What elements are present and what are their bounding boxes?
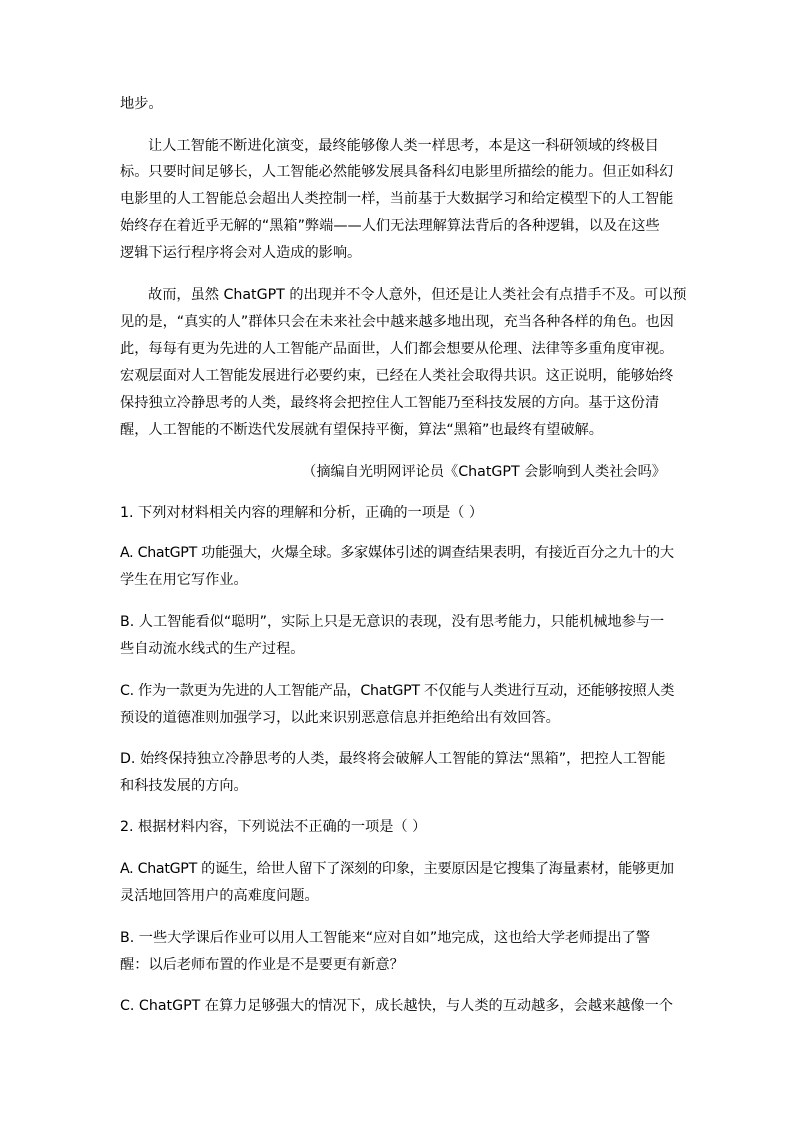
option-b: B. 一些大学课后作业可以用人工智能来“应对自如”地完成，这也给大学老师提出了警 bbox=[120, 930, 651, 946]
paragraph-line: 醒，人工智能的不断迭代发展就有望保持平衡，算法“黑箱”也最终有望破解。 bbox=[120, 422, 603, 438]
question-stem: 2. 根据材料内容，下列说法不正确的一项是（ ） bbox=[120, 819, 427, 835]
option-a-cont: 灵活地回答用户的高难度问题。 bbox=[120, 888, 319, 904]
paragraph-line: 标。只要时间足够长，人工智能必然能够发展具备科幻电影里所描绘的能力。但正如科幻 bbox=[120, 164, 674, 180]
option-b-cont: 些自动流水线式的生产过程。 bbox=[120, 641, 305, 657]
paragraph-line: 故而，虽然 ChatGPT 的出现并不令人意外，但还是让人类社会有点措手不及。可以预 bbox=[148, 287, 687, 303]
paragraph-line: 逻辑下运行程序将会对人造成的影响。 bbox=[120, 245, 362, 261]
paragraph-line: 此，每每有更为先进的人工智能产品面世，人们都会想要从伦理、法律等多重角度审视。 bbox=[120, 341, 674, 357]
paragraph-line: 见的是，“真实的人”群体只会在未来社会中越来越多地出现，充当各种各样的角色。也因 bbox=[120, 314, 674, 330]
option-d-cont: 和科技发展的方向。 bbox=[120, 778, 248, 794]
option-b-cont: 醒：以后老师布置的作业是不是要更有新意？ bbox=[120, 957, 404, 973]
option-a: A. ChatGPT 功能强大，火爆全球。多家媒体引述的调查结果表明，有接近百分之九十的大 bbox=[120, 545, 674, 561]
option-a-cont: 学生在用它写作业。 bbox=[120, 572, 248, 588]
paragraph-line: 宏观层面对人工智能发展进行必要约束，已经在人类社会取得共识。这正说明，能够始终 bbox=[120, 368, 674, 384]
option-c: C. ChatGPT 在算力足够强大的情况下，成长越快，与人类的互动越多，会越来越像一个 bbox=[120, 998, 673, 1014]
option-b: B. 人工智能看似“聪明”，实际上只是无意识的表现，没有思考能力，只能机械地参与一 bbox=[120, 614, 665, 630]
option-c-cont: 预设的道德准则加强学习，以此来识别恶意信息并拒绝给出有效回答。 bbox=[120, 710, 560, 726]
question-stem: 1. 下列对材料相关内容的理解和分析，正确的一项是（ ） bbox=[120, 505, 484, 521]
source-citation: （摘编自光明网评论员《ChatGPT 会影响到人类社会吗》 bbox=[302, 464, 666, 480]
paragraph-line: 电影里的人工智能总会超出人类控制一样，当前基于大数据学习和给定模型下的人工智能 bbox=[120, 191, 674, 207]
option-c: C. 作为一款更为先进的人工智能产品，ChatGPT 不仅能与人类进行互动，还能够按照人类 bbox=[120, 683, 675, 699]
paragraph-line: 始终存在着近乎无解的“黑箱”弊端——人们无法理解算法背后的各种逻辑，以及在这些 bbox=[120, 218, 660, 234]
paragraph-line: 地步。 bbox=[120, 96, 163, 112]
option-d: D. 始终保持独立冷静思考的人类，最终将会破解人工智能的算法“黑箱”，把控人工智能 bbox=[120, 751, 666, 767]
paragraph-line: 保持独立冷静思考的人类，最终将会把控住人工智能乃至科技发展的方向。基于这份清 bbox=[120, 395, 660, 411]
paragraph-line: 让人工智能不断进化演变，最终能够像人类一样思考，本是这一科研领域的终极目 bbox=[148, 138, 659, 154]
option-a: A. ChatGPT 的诞生，给世人留下了深刻的印象，主要原因是它搜集了海量素材，能够更加 bbox=[120, 861, 674, 877]
